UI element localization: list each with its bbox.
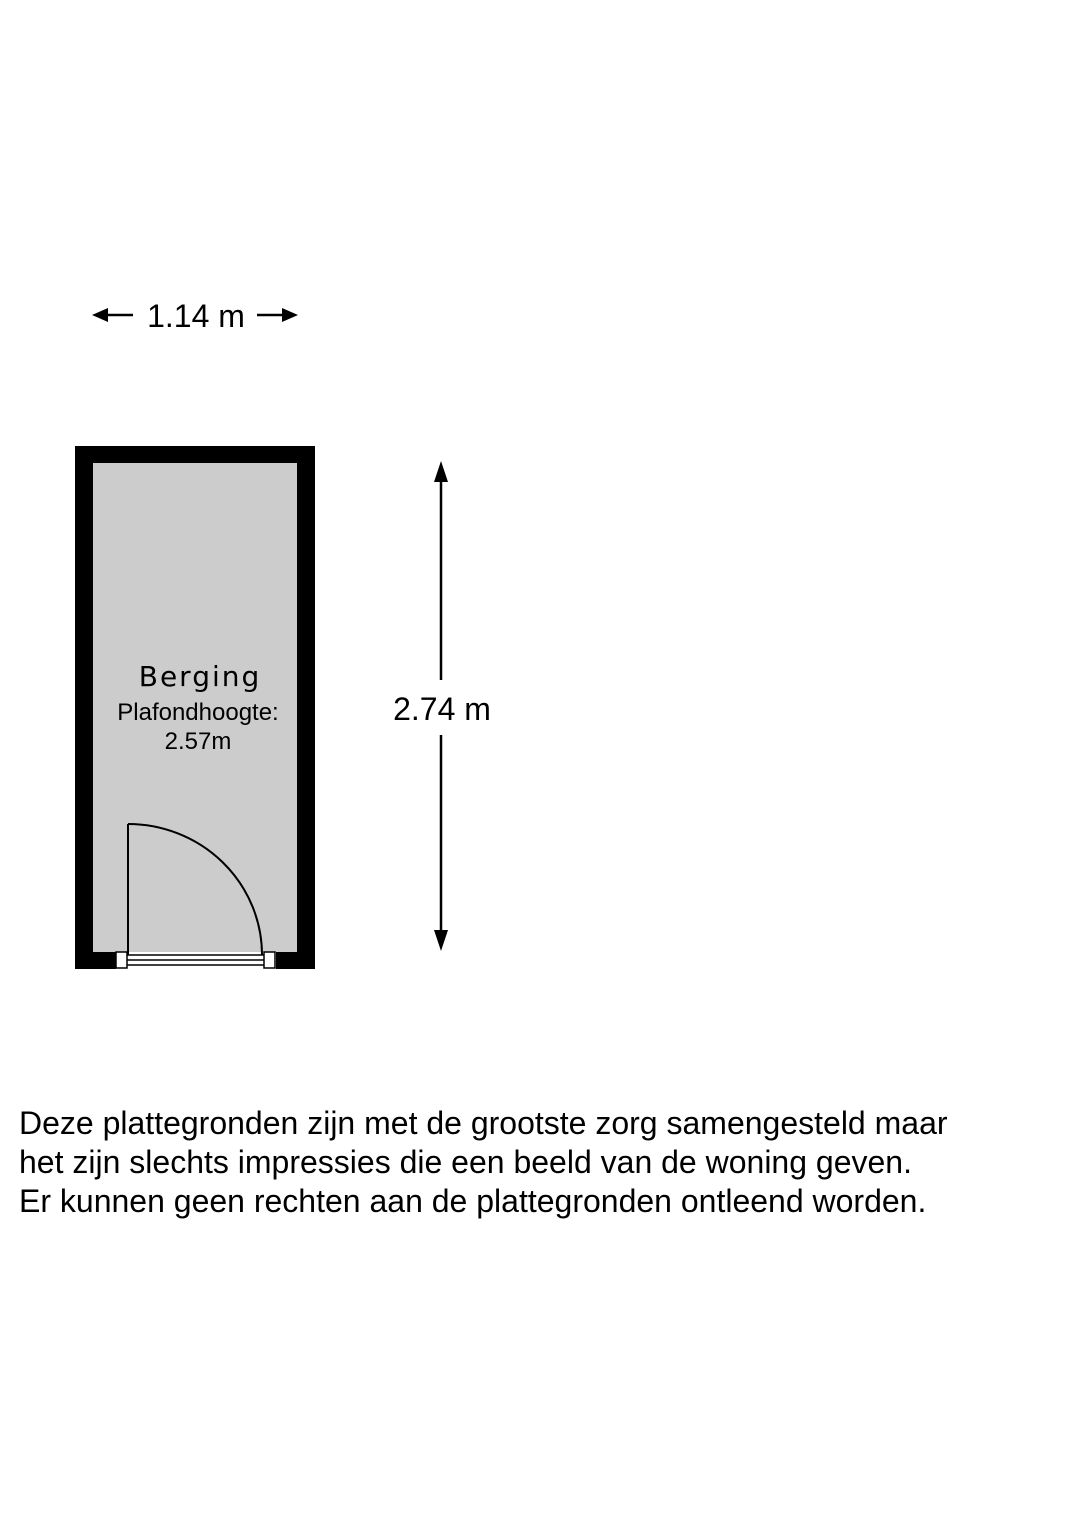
door-opening: [116, 952, 276, 969]
length-dimension: [393, 461, 491, 951]
ceiling-height-label: Plafondhoogte:: [117, 699, 279, 726]
door-jamb-left: [116, 952, 127, 968]
width-arrow-left-head: [92, 308, 108, 322]
disclaimer-line-2: het zijn slechts impressies die een beeld van de woning geven.: [19, 1144, 912, 1180]
room-name-label: Berging: [138, 660, 262, 693]
ceiling-height-value: 2.57m: [164, 728, 232, 755]
disclaimer-text: [19, 1104, 1069, 1221]
width-dimension: [92, 298, 298, 334]
length-arrow-bottom-head: [434, 930, 448, 951]
door-jamb-right: [264, 952, 275, 968]
length-dimension-label: 2.74 m: [393, 691, 491, 727]
disclaimer-line-3: Er kunnen geen rechten aan de plattegronden ontleend worden.: [19, 1183, 927, 1219]
width-arrow-right-head: [282, 308, 298, 322]
disclaimer-line-1: Deze plattegronden zijn met de grootste zorg samengesteld maar: [19, 1105, 948, 1141]
width-dimension-label: 1.14 m: [147, 298, 245, 334]
